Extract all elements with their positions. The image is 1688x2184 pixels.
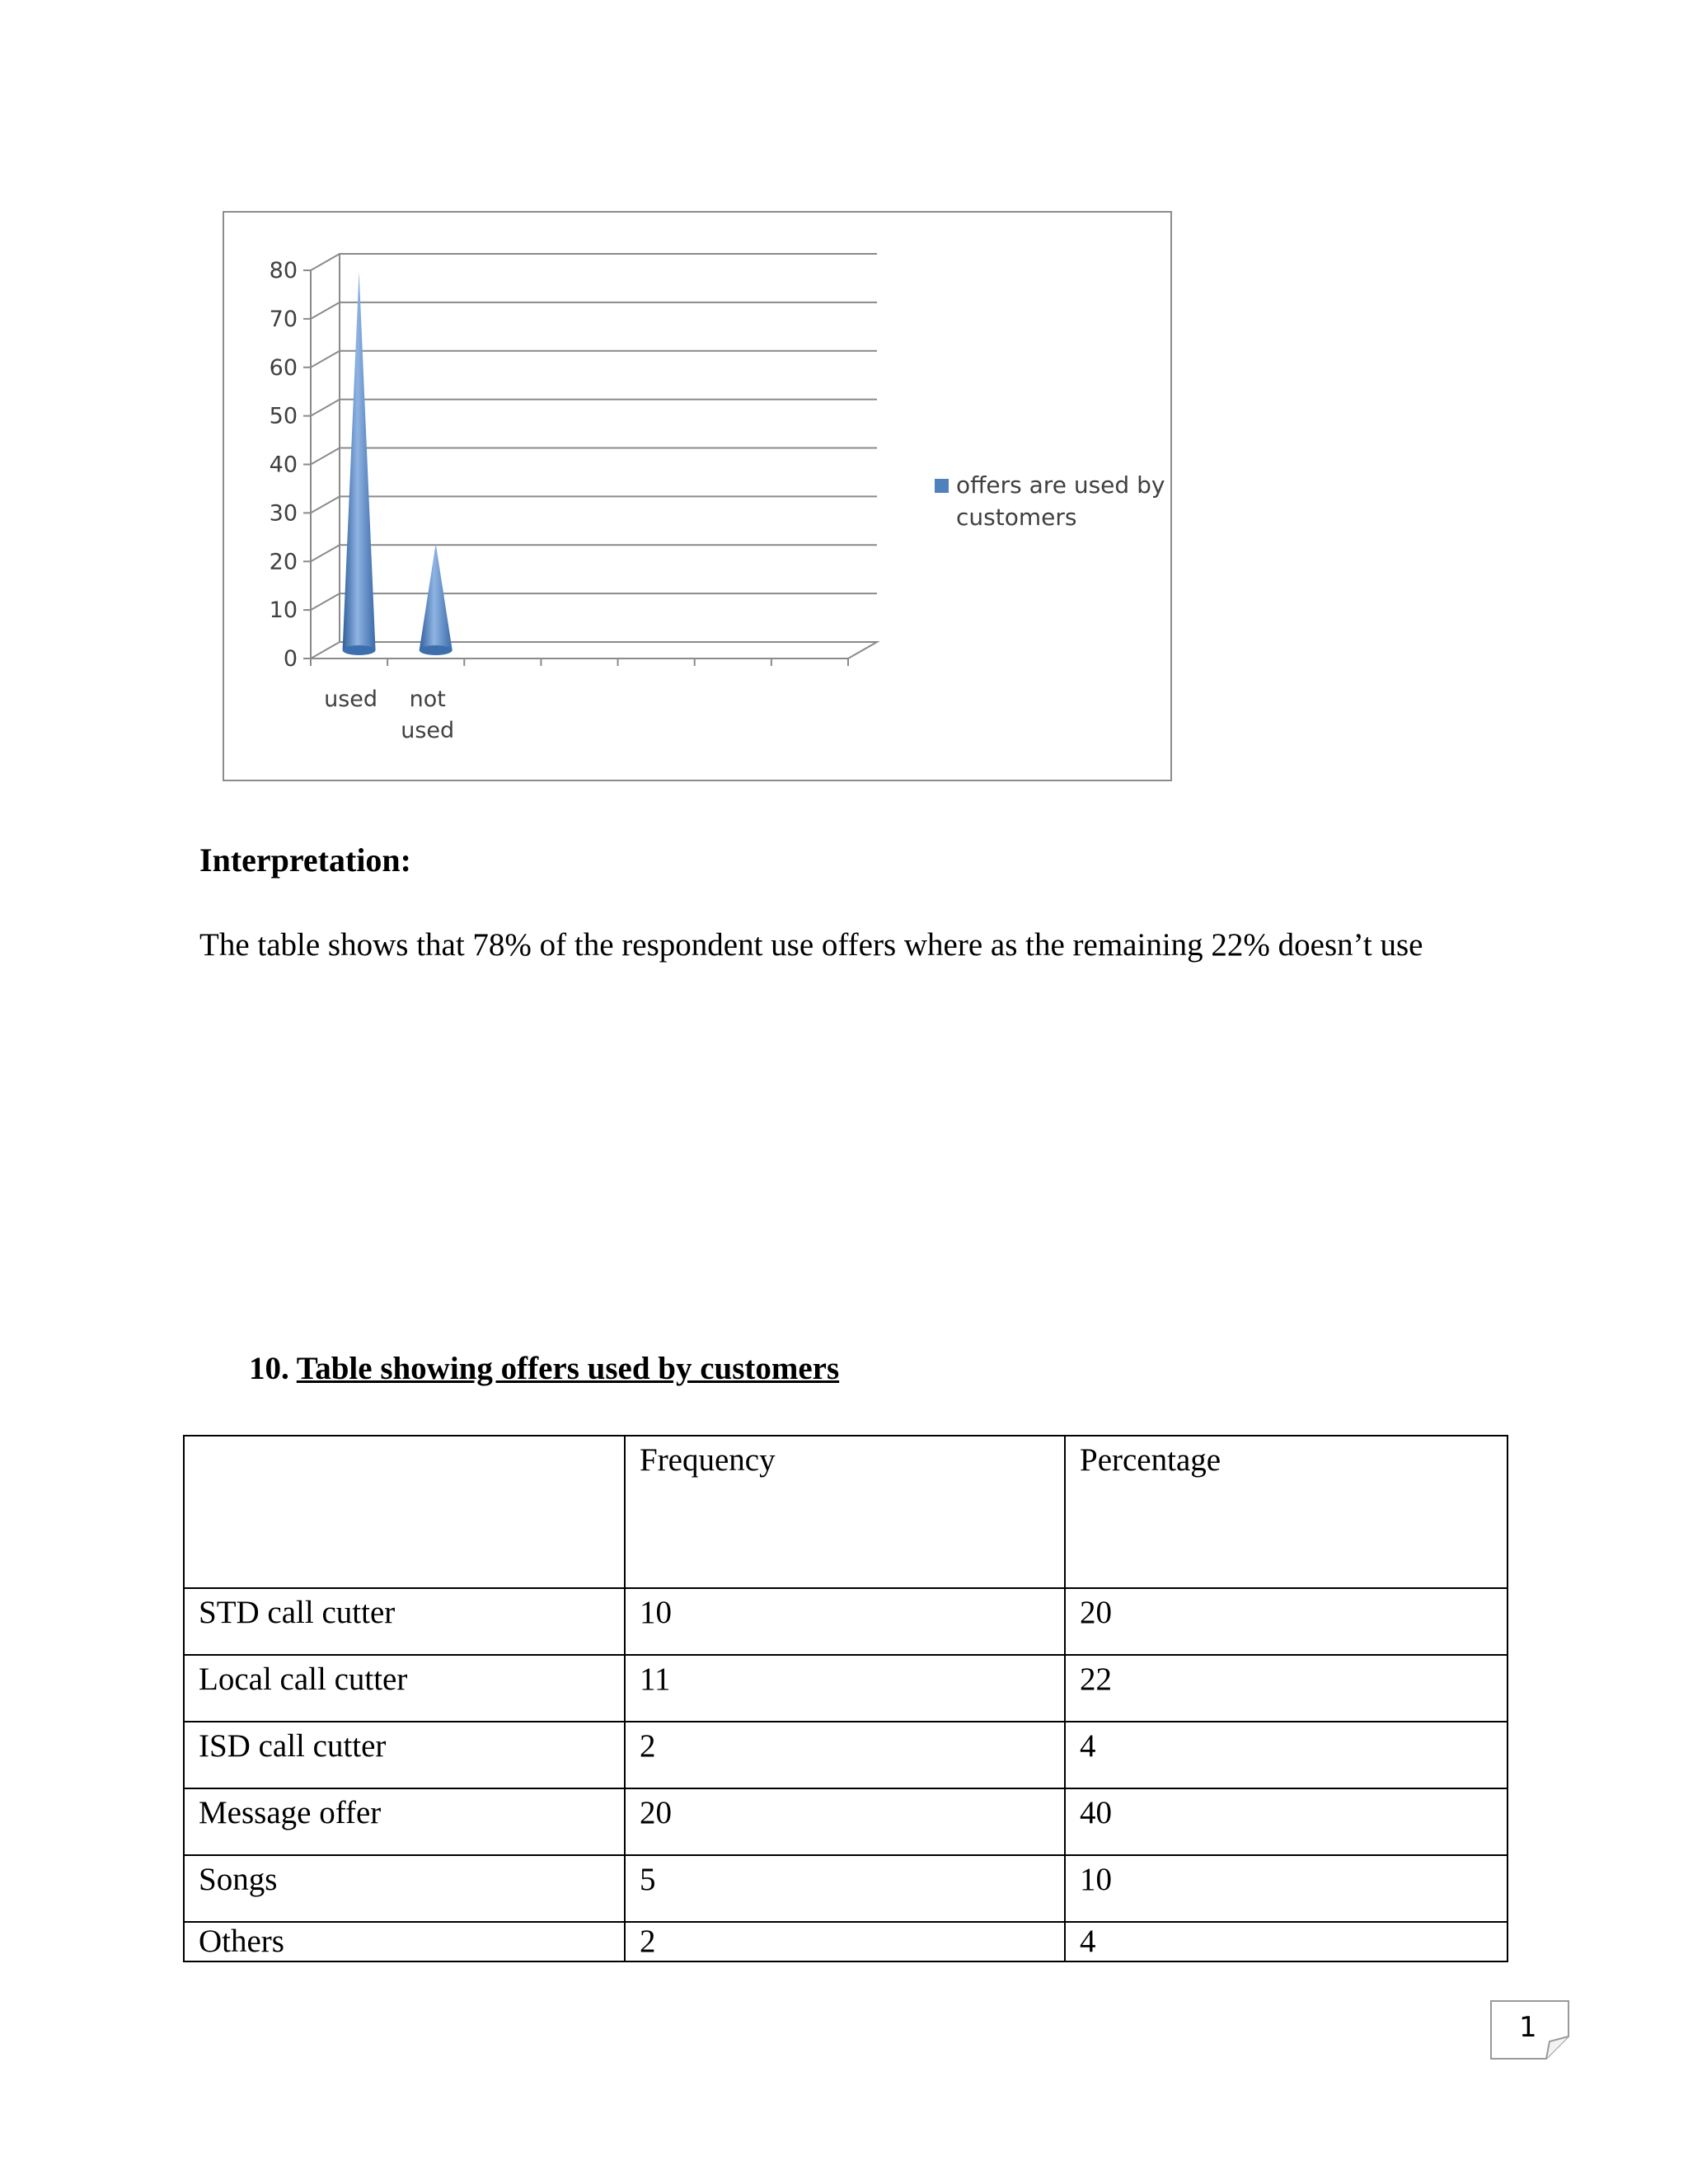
- row-percentage: 20: [1065, 1588, 1507, 1655]
- header-cell-blank: [184, 1436, 625, 1588]
- row-label: ISD call cutter: [184, 1722, 625, 1788]
- header-cell-frequency: Frequency: [625, 1436, 1065, 1588]
- cone-bar-not-used: [420, 543, 452, 650]
- table-row: [184, 1722, 1507, 1788]
- gridline: [311, 448, 877, 465]
- gridline: [311, 593, 877, 610]
- gridline: [311, 254, 877, 270]
- chart-frame: [223, 211, 1172, 781]
- table-row: [184, 1855, 1507, 1922]
- cone-base: [343, 645, 376, 655]
- row-frequency: 2: [625, 1722, 1065, 1788]
- chart-floor: [311, 642, 877, 658]
- gridline: [311, 351, 877, 368]
- row-percentage: 4: [1065, 1722, 1507, 1788]
- y-tick-label: 0: [283, 646, 298, 672]
- legend-label: offers are used by: [956, 471, 1165, 499]
- table-header-row: [184, 1436, 1507, 1588]
- y-tick-label: 70: [269, 306, 298, 332]
- interpretation-heading: Interpretation:: [199, 841, 411, 879]
- cone-bar-used: [343, 272, 376, 650]
- legend-label: customers: [956, 504, 1077, 531]
- row-frequency: 2: [625, 1922, 1065, 1961]
- row-percentage: 10: [1065, 1855, 1507, 1922]
- row-frequency: 11: [625, 1655, 1065, 1722]
- row-label: Local call cutter: [184, 1655, 625, 1722]
- x-tick-label: used: [401, 718, 455, 743]
- y-tick-label: 80: [269, 258, 298, 284]
- table-row: [184, 1788, 1507, 1855]
- cone-chart: [224, 213, 1174, 783]
- gridline: [311, 400, 877, 416]
- interpretation-text: The table shows that 78% of the respondent use offers where as the remaining 22% doesn’t use: [199, 927, 1423, 963]
- cone-base: [420, 645, 452, 655]
- row-frequency: 20: [625, 1788, 1065, 1855]
- legend-swatch: [935, 479, 949, 493]
- offers-table: [183, 1435, 1508, 1962]
- page-number: 1: [1519, 2011, 1537, 2044]
- row-label: Message offer: [184, 1788, 625, 1855]
- row-percentage: 22: [1065, 1655, 1507, 1722]
- x-tick-label: not: [409, 687, 446, 712]
- table-caption-title: Table showing offers used by customers: [296, 1351, 840, 1386]
- table-row: [184, 1922, 1507, 1961]
- y-tick-label: 50: [269, 403, 298, 429]
- row-label: Songs: [184, 1855, 625, 1922]
- x-tick-label: used: [324, 687, 378, 712]
- gridline: [311, 545, 877, 561]
- row-frequency: 10: [625, 1588, 1065, 1655]
- row-label: Others: [184, 1922, 625, 1961]
- row-label: STD call cutter: [184, 1588, 625, 1655]
- row-percentage: 40: [1065, 1788, 1507, 1855]
- y-tick-label: 10: [269, 598, 298, 624]
- header-cell-percentage: Percentage: [1065, 1436, 1507, 1588]
- gridline: [311, 496, 877, 513]
- table-caption-number: 10.: [249, 1351, 289, 1386]
- y-tick-label: 40: [269, 452, 298, 478]
- table-row: [184, 1588, 1507, 1655]
- gridline: [311, 302, 877, 319]
- row-percentage: 4: [1065, 1922, 1507, 1961]
- row-frequency: 5: [625, 1855, 1065, 1922]
- y-tick-label: 20: [269, 549, 298, 575]
- table-row: [184, 1655, 1507, 1722]
- y-tick-label: 30: [269, 500, 298, 527]
- y-tick-label: 60: [269, 354, 298, 381]
- table-caption: [249, 1350, 839, 1387]
